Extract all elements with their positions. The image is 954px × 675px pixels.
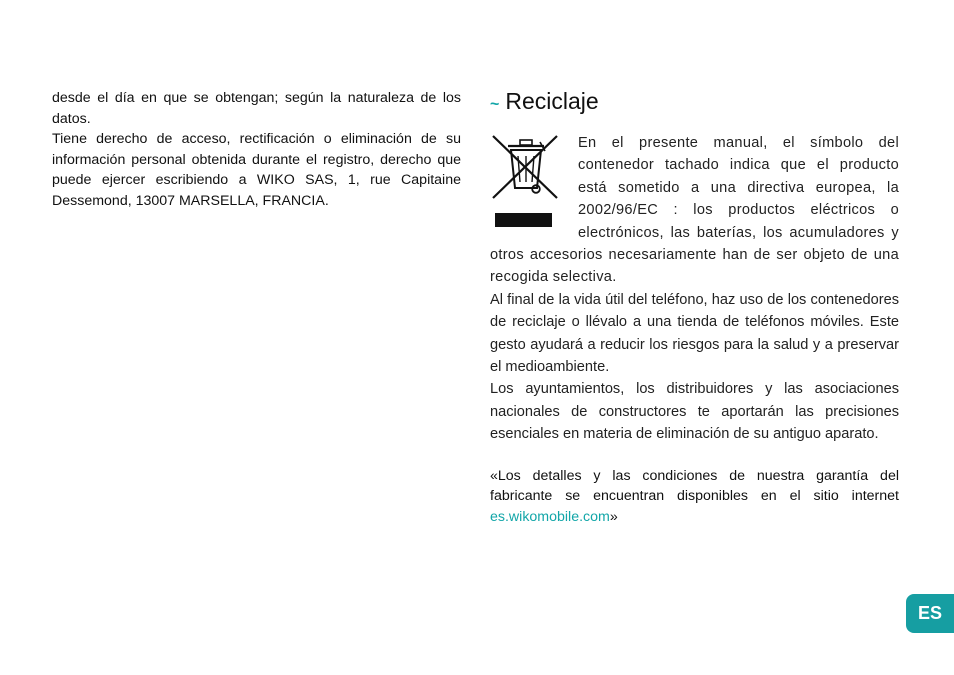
warranty-close: » <box>609 508 618 525</box>
recycling-section <box>490 86 899 527</box>
warranty-open: «Los detalles y las condiciones de nuestra garantía del fabricante se encuentran disponibles en el sitio internet <box>490 467 899 505</box>
intro-text: En el presente manual, el símbolo del contenedor tachado indica que el producto está sometido a una directiva europea, la 2002/96/EC : los productos eléctricos o electrónicos, las baterías, los acumuladores y otros accesorios necesariamente han de ser objeto de una recogida selectiva. <box>490 135 899 286</box>
left-column <box>52 88 461 211</box>
data-retention-text: desde el día en que se obtengan; según la naturaleza de los datos. <box>52 90 461 127</box>
heading-marker: ~ <box>490 96 500 113</box>
access-rights-text: Tiene derecho de acceso, rectificación o eliminación de su información personal obtenida durante el registro, derecho que puede ejercer escribiendo a WIKO SAS, 1, rue Capitaine Dessemond, 13007 MARSELLA, FRANCIA. <box>52 131 461 209</box>
intro-block <box>490 132 899 289</box>
end-of-life-text: Al final de la vida útil del teléfono, haz uso de los contenedores de reciclaje o llévalo a una tienda de teléfonos móviles. Este gesto ayudará a reducir los riesgos para la salud y a preservar el medioambiente. <box>490 291 899 376</box>
warranty-text <box>490 466 899 528</box>
section-title: Reciclaje <box>505 88 599 114</box>
section-heading <box>490 86 899 120</box>
authorities-text: Los ayuntamientos, los distribuidores y las asociaciones nacionales de constructores te aportarán las precisiones esenciales en materia de eliminación de su antiguo aparato. <box>490 381 899 443</box>
crossed-out-wheelie-bin-icon <box>490 132 562 232</box>
language-tab: ES <box>906 594 954 633</box>
website-link[interactable]: es.wikomobile.com <box>490 508 610 525</box>
